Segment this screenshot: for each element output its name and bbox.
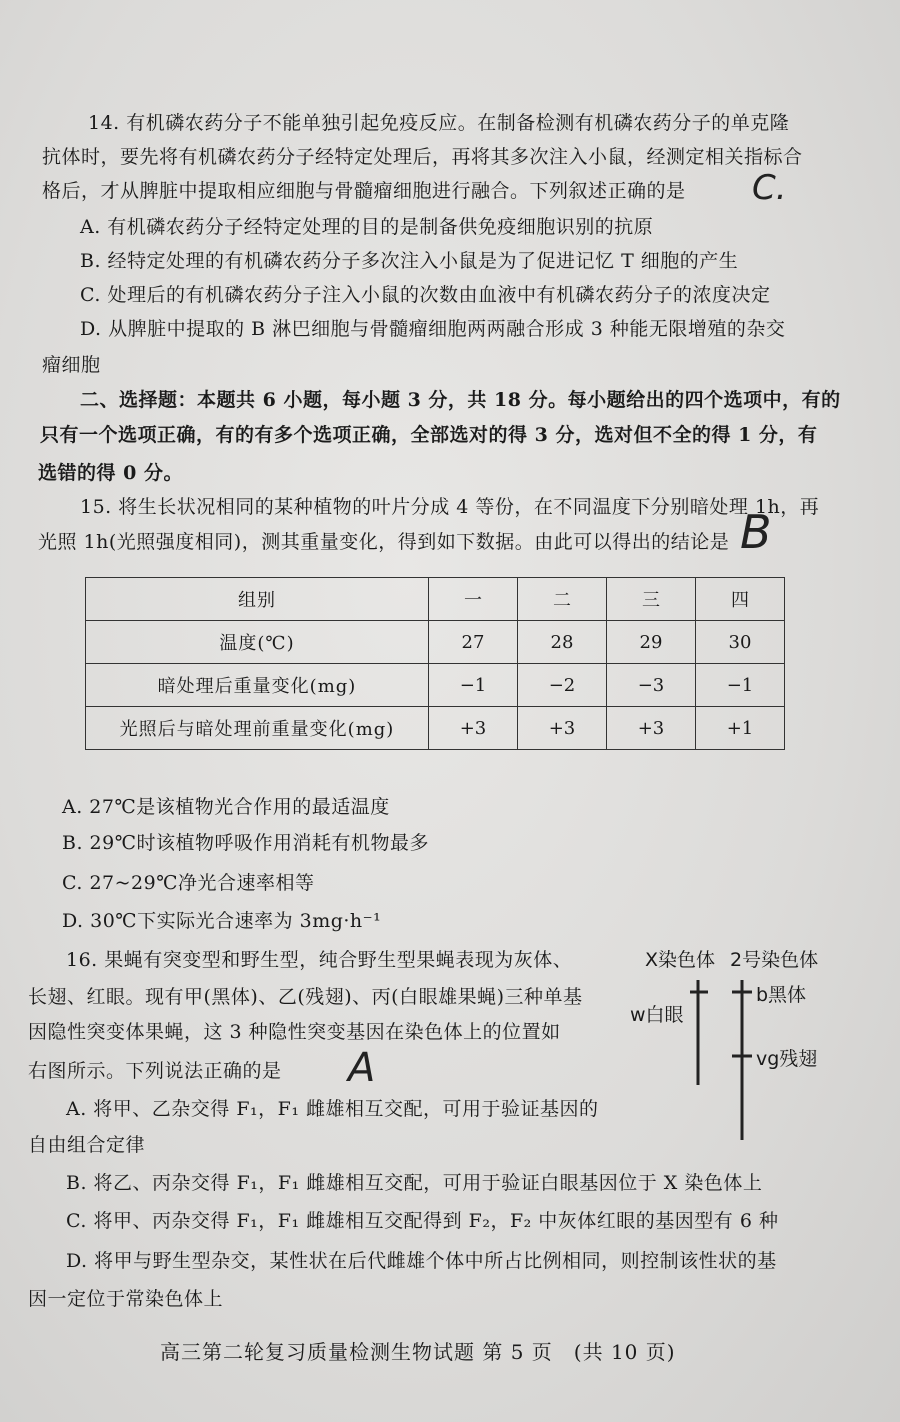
table-cell: −1 [696,664,785,707]
table-cell: 27 [429,621,518,664]
chromosome-diagram [630,940,880,1150]
section2-line-1: 二、选择题：本题共 6 小题，每小题 3 分，共 18 分。每小题给出的四个选项中，有的 [80,389,841,411]
section2-line-2: 只有一个选项正确，有的有多个选项正确，全部选对的得 3 分，选对但不全的得 1 分，有 [40,424,818,446]
table-cell: 30 [696,621,785,664]
table-cell: 温度(℃) [86,621,429,664]
q16-stem-line-1: 16. 果蝇有突变型和野生型，纯合野生型果蝇表现为灰体、 [66,949,573,971]
w-gene-label: w白眼 [630,1004,684,1026]
page-footer: 高三第二轮复习质量检测生物试题 第 5 页 (共 10 页) [160,1340,676,1364]
q16-option-a-cont: 自由组合定律 [28,1134,146,1156]
q16-stem-line-2: 长翅、红眼。现有甲(黑体)、乙(残翅)、丙(白眼雄果蝇)三种单基 [28,986,583,1008]
section2-line-3: 选错的得 0 分。 [38,462,183,484]
table-cell: −1 [429,664,518,707]
table-header-cell: 三 [607,578,696,621]
q15-option-d: D. 30℃下实际光合速率为 3mg·h⁻¹ [62,910,382,932]
q15-data-table [85,577,785,750]
q15-stem-line-2: 光照 1h(光照强度相同)，测其重量变化，得到如下数据。由此可以得出的结论是 [38,531,730,553]
x-chromosome-label: X染色体 [645,949,716,971]
table-cell: +3 [429,707,518,750]
q14-option-d-cont: 瘤细胞 [42,354,101,376]
table-header-row [86,578,785,621]
table-cell: 光照后与暗处理前重量变化(mg) [86,707,429,750]
q15-option-b: B. 29℃时该植物呼吸作用消耗有机物最多 [62,832,429,854]
q16-option-c: C. 将甲、丙杂交得 F₁，F₁ 雌雄相互交配得到 F₂，F₂ 中灰体红眼的基因型有 6 种 [66,1210,779,1232]
q16-option-d: D. 将甲与野生型杂交，某性状在后代雌雄个体中所占比例相同，则控制该性状的基 [66,1250,777,1272]
q15-handwritten-answer: B [740,505,772,559]
table-header-cell: 四 [696,578,785,621]
q14-option-a: A. 有机磷农药分子经特定处理的目的是制备供免疫细胞识别的抗原 [80,216,654,238]
table-header-cell: 组别 [86,578,429,621]
q16-option-b: B. 将乙、丙杂交得 F₁，F₁ 雌雄相互交配，可用于验证白眼基因位于 X 染色体上 [66,1172,763,1194]
b-gene-label: b黑体 [756,984,807,1006]
q14-option-c: C. 处理后的有机磷农药分子注入小鼠的次数由血液中有机磷农药分子的浓度决定 [80,284,771,306]
table-cell: −3 [607,664,696,707]
table-header-cell: 二 [518,578,607,621]
q16-option-d-cont: 因一定位于常染色体上 [28,1288,224,1310]
table-cell: 28 [518,621,607,664]
table-cell: 29 [607,621,696,664]
q16-handwritten-answer: A [348,1045,376,1091]
table-row [86,707,785,750]
q16-stem-line-3: 因隐性突变体果蝇，这 3 种隐性突变基因在染色体上的位置如 [28,1021,561,1043]
q15-option-c: C. 27~29℃净光合速率相等 [62,872,315,894]
table-row [86,664,785,707]
q14-stem-line-2: 抗体时，要先将有机磷农药分子经特定处理后，再将其多次注入小鼠，经测定相关指标合 [42,146,803,168]
q14-stem-line-1: 14. 有机磷农药分子不能单独引起免疫反应。在制备检测有机磷农药分子的单克隆 [88,112,790,134]
q14-option-b: B. 经特定处理的有机磷农药分子多次注入小鼠是为了促进记忆 T 细胞的产生 [80,250,739,272]
vg-gene-label: vg残翅 [756,1048,818,1070]
q15-option-a: A. 27℃是该植物光合作用的最适温度 [62,796,390,818]
table-row [86,621,785,664]
table-cell: 暗处理后重量变化(mg) [86,664,429,707]
q15-stem-line-1: 15. 将生长状况相同的某种植物的叶片分成 4 等份，在不同温度下分别暗处理 1h，再 [80,496,820,518]
table-header-cell: 一 [429,578,518,621]
q16-stem-line-4: 右图所示。下列说法正确的是 [28,1060,282,1082]
q14-stem-line-3: 格后，才从脾脏中提取相应细胞与骨髓瘤细胞进行融合。下列叙述正确的是 [42,180,686,202]
table-cell: −2 [518,664,607,707]
chromosome-2-label: 2号染色体 [730,949,819,971]
table-cell: +3 [607,707,696,750]
q14-handwritten-answer: C. [752,168,787,208]
q16-option-a: A. 将甲、乙杂交得 F₁，F₁ 雌雄相互交配，可用于验证基因的 [66,1098,599,1120]
table-cell: +3 [518,707,607,750]
q14-option-d: D. 从脾脏中提取的 B 淋巴细胞与骨髓瘤细胞两两融合形成 3 种能无限增殖的杂交 [80,318,786,340]
table-cell: +1 [696,707,785,750]
